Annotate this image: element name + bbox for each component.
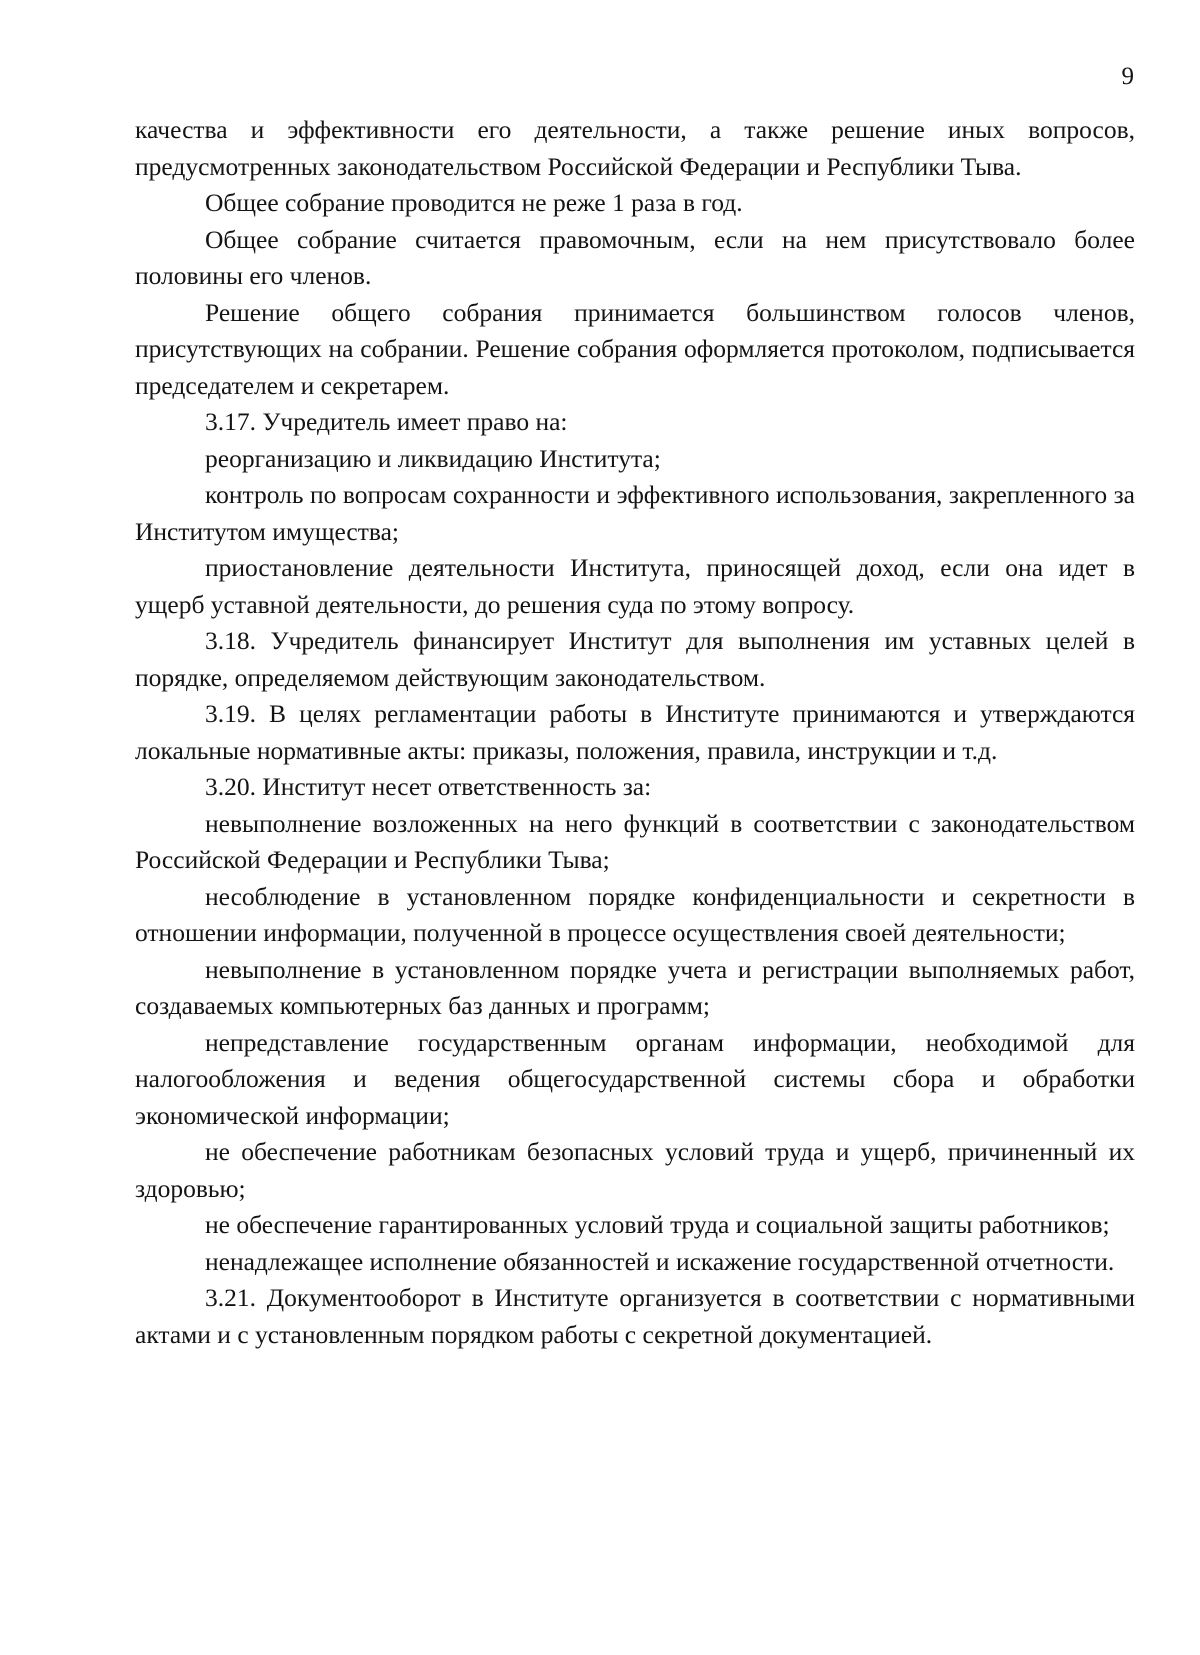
clause-3-20-item-reporting: ненадлежащее исполнение обязанностей и искажение государственной отчетности. (205, 1246, 1115, 1276)
clause-3-17: 3.17. Учредитель имеет право на: (205, 407, 568, 436)
clause-3-20: 3.20. Институт несет ответственность за: (205, 772, 652, 801)
clause-3-17-item-property-control: контроль по вопросам сохранности и эффективного использования, закрепленного за Институтом имущества; (135, 480, 1135, 546)
clause-3-19: 3.19. В целях регламентации работы в Институте принимаются и утверждаются локальные нормативные акты: приказы, положения, правила, инструкции и т.д. (135, 699, 1135, 765)
paragraph-meeting-quorum: Общее собрание считается правомочным, если на нем присутствовало более половины его членов. (135, 224, 1135, 290)
clause-3-20-item-registration: невыполнение в установленном порядке учета и регистрации выполняемых работ, создаваемых компьютерных баз данных и программ; (135, 954, 1135, 1020)
clause-3-20-item-state-information: непредставление государственным органам информации, необходимой для налогообложения и ведения общегосударственной системы сбора и обработки экономической информации; (135, 1027, 1135, 1130)
clause-3-20-item-social-protection: не обеспечение гарантированных условий труда и социальной защиты работников; (205, 1210, 1110, 1239)
paragraph-meeting-frequency: Общее собрание проводится не реже 1 раза в год. (205, 188, 743, 217)
clause-3-20-item-safety: не обеспечение работникам безопасных условий труда и ущерб, причиненный их здоровью; (135, 1137, 1135, 1203)
clause-3-17-item-suspension: приостановление деятельности Института, приносящей доход, если она идет в ущерб уставной деятельности, до решения суда по этому вопросу. (135, 553, 1135, 619)
clause-3-20-item-confidentiality: несоблюдение в установленном порядке конфиденциальности и секретности в отношении информации, полученной в процессе осуществления своей деятельности; (135, 881, 1135, 947)
page-number: 9 (1121, 63, 1134, 90)
paragraph-meeting-decision: Решение общего собрания принимается большинством голосов членов, присутствующих на собрании. Решение собрания оформляется протоколом, подписывается председателем и секретарем. (135, 297, 1135, 400)
clause-3-18: 3.18. Учредитель финансирует Институт для выполнения им уставных целей в порядке, определяемом действующим законодательством. (135, 626, 1135, 692)
clause-3-21: 3.21. Документооборот в Институте организуется в соответствии с нормативными актами и с установленным порядком работы с секретной документацией. (135, 1283, 1135, 1349)
clause-3-20-item-functions: невыполнение возложенных на него функций в соответствии с законодательством Российской Федерации и Республики Тыва; (135, 808, 1135, 874)
clause-3-17-item-reorganization: реорганизацию и ликвидацию Института; (205, 443, 661, 473)
paragraph-continuation: качества и эффективности его деятельности, а также решение иных вопросов, предусмотренных законодательством Российской Федерации и Республики Тыва. (135, 115, 1135, 181)
document-body (135, 112, 1135, 1353)
